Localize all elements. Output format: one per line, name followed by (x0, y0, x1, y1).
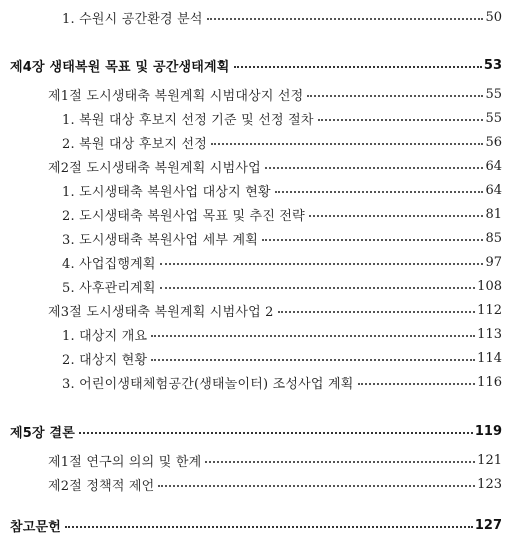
toc-page-number: 119 (474, 423, 502, 439)
toc-entry[interactable] (0, 348, 511, 368)
toc-entry-title: 5. 사후관리계획 (62, 280, 156, 296)
toc-page-number: 55 (485, 86, 502, 102)
toc-page-number: 127 (474, 517, 502, 533)
dot-leader (151, 359, 475, 361)
toc-page-number: 55 (485, 110, 502, 126)
toc-entry-title: 1. 대상지 개요 (62, 328, 148, 344)
toc-chapter-entry[interactable] (0, 55, 511, 75)
toc-entry[interactable] (0, 252, 511, 272)
toc-page-number: 53 (483, 57, 502, 73)
toc-entry-title: 제2절 정책적 제언 (48, 478, 155, 494)
dot-leader (309, 215, 484, 217)
dot-leader (205, 461, 475, 463)
dot-leader (358, 383, 476, 385)
toc-page-number: 114 (477, 350, 502, 366)
toc-section-entry[interactable] (0, 474, 511, 494)
dot-leader (262, 239, 483, 241)
toc-entry-title: 제2절 도시생태축 복원계획 시범사업 (48, 160, 261, 176)
dot-leader (79, 432, 473, 434)
toc-page-number: 116 (477, 374, 502, 390)
dot-leader (158, 485, 475, 487)
toc-entry-title: 3. 어린이생태체험공간(생태놀이터) 조성사업 계획 (62, 376, 354, 392)
toc-entry[interactable] (0, 228, 511, 248)
toc-page-number: 50 (485, 9, 502, 25)
toc-entry-title: 4. 사업집행계획 (62, 256, 156, 272)
dot-leader (234, 66, 482, 68)
toc-entry-title: 2. 대상지 현황 (62, 352, 148, 368)
toc-chapter-entry[interactable] (0, 421, 511, 441)
toc-entry[interactable] (0, 372, 511, 392)
toc-entry-title: 제4장 생태복원 목표 및 공간생태계획 (10, 59, 230, 75)
toc-page-number: 121 (477, 452, 502, 468)
toc-page-number: 123 (477, 476, 502, 492)
dot-leader (207, 18, 484, 20)
toc-entry-title: 1. 수원시 공간환경 분석 (62, 11, 203, 27)
toc-section-entry[interactable] (0, 84, 511, 104)
toc-page-number: 81 (485, 206, 502, 222)
toc-entry-title: 2. 도시생태축 복원사업 목표 및 추진 전략 (62, 208, 305, 224)
dot-leader (278, 311, 476, 313)
dot-leader (275, 191, 484, 193)
toc-page-number: 56 (485, 134, 502, 150)
toc-entry-title: 제1절 연구의 의의 및 한계 (48, 454, 202, 470)
toc-page-number: 64 (485, 182, 502, 198)
toc-page-number: 64 (485, 158, 502, 174)
dot-leader (160, 287, 475, 289)
toc-section-entry[interactable] (0, 450, 511, 470)
toc-entry-title: 3. 도시생태축 복원사업 세부 계획 (62, 232, 258, 248)
toc-entry[interactable] (0, 108, 511, 128)
toc-entry-title: 제5장 결론 (10, 425, 76, 441)
toc-section-entry[interactable] (0, 156, 511, 176)
toc-entry[interactable] (0, 276, 511, 296)
dot-leader (307, 95, 483, 97)
dot-leader (65, 526, 473, 528)
toc-entry[interactable] (0, 180, 511, 200)
toc-entry[interactable] (0, 204, 511, 224)
toc-entry-title: 1. 도시생태축 복원사업 대상지 현황 (62, 184, 271, 200)
toc-entry[interactable] (0, 324, 511, 344)
toc-section-entry[interactable] (0, 300, 511, 320)
toc-page-number: 113 (477, 326, 502, 342)
toc-page-number: 112 (477, 302, 502, 318)
toc-entry[interactable] (0, 132, 511, 152)
toc-entry-title: 제1절 도시생태축 복원계획 시범대상지 선정 (48, 88, 304, 104)
toc-entry[interactable] (0, 7, 511, 27)
dot-leader (151, 335, 475, 337)
toc-entry-title: 2. 복원 대상 후보지 선정 (62, 136, 207, 152)
toc-entry-title: 참고문헌 (10, 519, 62, 535)
dot-leader (211, 143, 483, 145)
toc-page-number: 85 (485, 230, 502, 246)
dot-leader (318, 119, 484, 121)
toc-page-number: 97 (485, 254, 502, 270)
toc-entry-title: 제3절 도시생태축 복원계획 시범사업 2 (48, 304, 274, 320)
toc-page-number: 108 (477, 278, 502, 294)
toc-chapter-entry[interactable] (0, 515, 511, 535)
dot-leader (160, 263, 484, 265)
dot-leader (265, 167, 484, 169)
toc-entry-title: 1. 복원 대상 후보지 선정 기준 및 선정 절차 (62, 112, 314, 128)
